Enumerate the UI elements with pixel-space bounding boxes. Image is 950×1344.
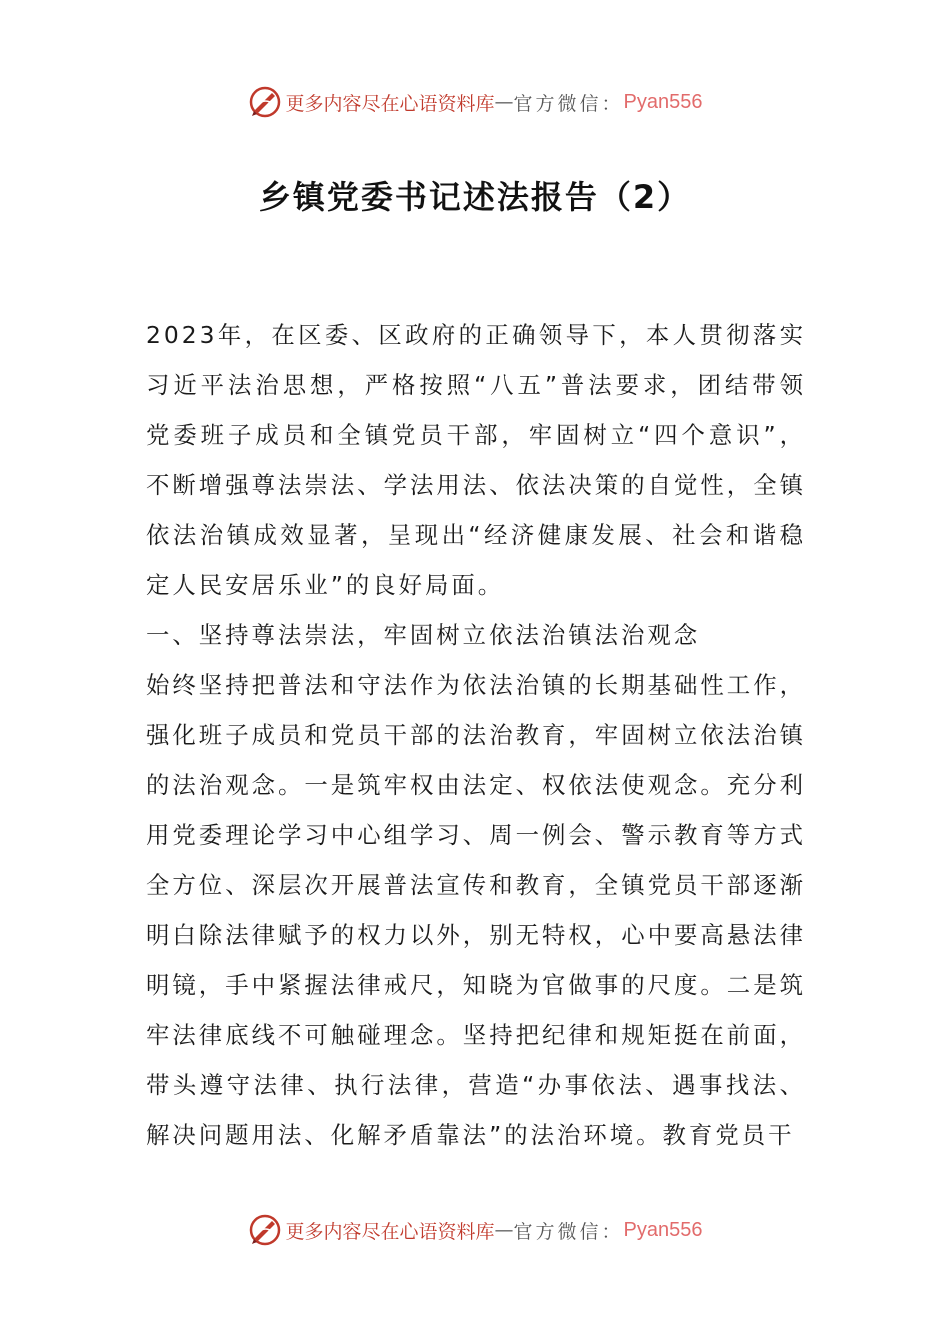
watermark-brand-text: 更多内容尽在心语资料库 xyxy=(285,1220,495,1243)
footer-watermark-banner xyxy=(0,1210,950,1250)
pen-logo-icon xyxy=(248,1213,282,1247)
paragraph-section-1: 始终坚持把普法和守法作为依法治镇的长期基础性工作，强化班子成员和党员干部的法治教育，牢固树立依法治镇的法治观念。一是筑牢权由法定、权依法使观念。充分利用党委理论学习中心组学习、周一例会、警示教育等方式全方位、深层次开展普法宣传和教育，全镇党员干部逐渐明白除法律赋予的权力以外，别无特权，心中要高悬法律明镜，手中紧握法律戒尺，知晓为官做事的尺度。二是筑牢法律底线不可触碰理念。坚持把纪律和规矩挺在前面，带头遵守法律、执行法律，营造“办事依法、遇事找法、解决问题用法、化解矛盾靠法”的法治环境。教育党员干 xyxy=(146,671,806,1149)
header-watermark-banner xyxy=(0,82,950,122)
watermark-separator: — xyxy=(494,91,514,113)
document-title: 乡镇党委书记述法报告（2） xyxy=(258,178,692,216)
paragraph-intro: 2023年，在区委、区政府的正确领导下，本人贯彻落实习近平法治思想，严格按照“八五”普法要求，团结带领党委班子成员和全镇党员干部，牢固树立“四个意识”，不断增强尊法崇法、学法用法、依法决策的自觉性，全镇依法治镇成效显著，呈现出“经济健康发展、社会和谐稳定人民安居乐业”的良好局面。 xyxy=(146,321,806,599)
document-body xyxy=(146,310,806,1160)
watermark-wechat-id: Pyan556 xyxy=(623,1218,703,1241)
watermark-contact-label: 官方微信： xyxy=(513,92,624,115)
watermark-contact-label: 官方微信： xyxy=(513,1220,624,1243)
section-heading-1: 一、坚持尊法崇法，牢固树立依法治镇法治观念 xyxy=(146,621,701,649)
pen-logo-icon xyxy=(248,85,282,119)
watermark-separator: — xyxy=(494,1219,514,1241)
watermark-brand-text: 更多内容尽在心语资料库 xyxy=(285,92,495,115)
watermark-wechat-id: Pyan556 xyxy=(623,90,703,113)
